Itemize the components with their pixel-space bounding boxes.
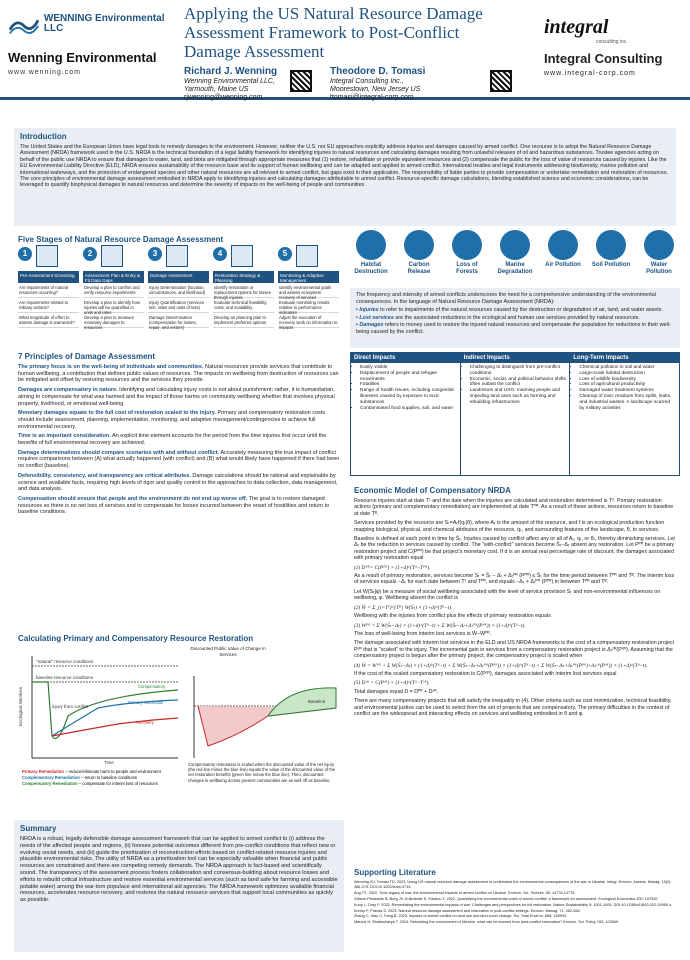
reference-item: Wenning RJ, Tomasi TD. 2023. Using US natural resource damage assessment to understand the environmental consequences of the war in Ukraine. Integr. Environ. Assess. Manag. 19(2): 366-375. DOI:10.1002/ieam.4714. xyxy=(354,880,672,889)
reference-item: Kremp F, Pravda S. 2023. Natural resource damage assessment and restoration in post-conflict settings. Environ. Manag. 71: 452-466. xyxy=(354,908,581,913)
restoration-chart xyxy=(18,646,340,816)
nrda-intro-text: The frequency and intensity of armed conflicts underscores the need for a comprehensive understanding of the environmental consequences. In the language of Natural Resource Damage Assessment (NRDA): xyxy=(356,292,656,305)
recovery-curve xyxy=(52,718,178,736)
injury-label: injury from conflict xyxy=(52,704,89,709)
impacts-column xyxy=(461,353,571,475)
legend-1: Primary Remediation – reduce/eliminate harm to people and environment xyxy=(22,769,161,774)
left-logo-text: WENNING Environmental LLC xyxy=(43,13,165,34)
econ-p1: Resource injuries start at date T¹ and the date when the injuries are calculated and restoration determined is Tᵈ. Primary restoration actions (primary and complementary remediation) are implemented at date Tᴾᴿ. As a result of these actions, resources return to baseline at date Tᴮ. xyxy=(354,498,674,517)
right-chart-caption: Compensatory restoration is scaled when the discounted value of the net injury (the red line minus the blue line) equals the value of the discounted value of the net restoration benefits (green line minus the blue line). Then, discounted changes in wellbeing across present communities are as well off as baseline. xyxy=(188,762,336,783)
reference-item: Zhang C, Xiao C, Fang B. 2023. Impacts of armed conflict on land use and land cover change. Sci. Total Environ. 858: 159993. xyxy=(354,914,568,919)
stage-cell: Are impairments of natural resources occurring? xyxy=(18,283,79,298)
stage-title: Assessment Plan & Entry & Fit Data Gaps xyxy=(83,271,144,283)
introduction-text: The United States and the European Union have legal tools to remedy damages to the environment. However, neither the U.S. nor EU approaches explicitly address injuries and damages caused by armed conflict. One recourse is to adopt the Natural Resource Damage Assessment (NRDA) framework used in the U.S. NRDA is the technical foundation of a legal liability framework for identifying injuries to natural resources and calculating damages resulting from unlawful releases of oil and hazardous substances. Trustee agencies acting on behalf of the public use NRDA to ensure that damages to water, land, and biota are mitigated through appropriate measures that (1) restore, rehabilitate or provide equivalent resources and (2) compensate the public for the loss of value of resources caused by injuries. Like the EU Environmental Liability Directive (ELD), NRDA ensures sustainability of the resource base and its support of human wellbeing and can be adapted and applied to armed conflict. International treaties and legal instruments addressing biodiversity, marine pollution and international waterways, and the protection of endangered species and other natural resources are all relevant to armed conflict, but gaps exist in their application. The responsibility of liable parties to provide compensation or undertake remediation and restoration of resources. The core principles of environmental damage assessment embodied in NRDA apply to identifying injuries and calculating damages attributable to armed conflict. Resource-specific damage calculations, blending established science and economic considerations, can be leveraged to quantify biophysical damages to natural resources and determine the severity of impacts on the well-being of people and communities. xyxy=(20,144,668,189)
wave-logo-icon xyxy=(8,12,40,36)
impact-item xyxy=(350,230,392,276)
impacts-table-grid xyxy=(350,352,680,476)
introduction-section xyxy=(14,128,676,226)
equation-4: (4) W̄ = Wᴾᴿ + Σ W(S̄ₜ−Δₜ) × (1+d)^(Tᵈ−t) + Σ W(S̄ₜ−Δₜ+Δₜᴾᴿ(Pᴾᴿ)) × (1+d)^(Tᵈ−t) + Σ W(S̄ₜ−Δₜ+Δₜᴾᴿ(Pᴾᴿ)+Δₜᶜᴿ(Pᶜᴿ)) × (1+d)^(Tᵈ−t). xyxy=(354,662,648,669)
nrda-definitions xyxy=(350,288,680,348)
econ-p2: Services provided by the resource are Sₜ=Aₜf(qₜ|θ), where Aₜ is the amount of the resource, and f is an ecological production function mapping biological, physical, and chemical attributes of the resource, qₜ, and surrounding features of the landscape, θ, to services. xyxy=(354,520,665,533)
left-org-name: Wenning Environmental xyxy=(8,50,157,65)
impact-label: Marine Degradation xyxy=(497,262,533,275)
right-chart xyxy=(188,646,338,810)
stage-cell: Evaluate technical feasibility, costs, and scalability xyxy=(213,298,274,313)
stage-cell: Damage Determination (compensation for losses, repair, and restore) xyxy=(148,313,209,328)
equation-2: (2) W̄ = Σ_{t=T¹}^{Tᴮ} W(S̄ₜ) × (1+d)^(Tᵈ−t). xyxy=(354,604,453,611)
author-1-aff2: Yarmouth, Maine US xyxy=(184,86,249,93)
impacts-cell: • Displacement of people and refugee movements xyxy=(360,371,457,383)
impacts-cell: • Loss of wildlife biodiversity xyxy=(579,377,676,383)
reference-item: Marcus H, Bhattacharya T. 2024. Rebuilding the environment of Ukraine: what can be learned from post-conflict restoration? Environ. Sci. Policy 153: 103669. xyxy=(354,920,620,925)
impacts-cell: • Easily visible xyxy=(360,365,457,371)
stage-cell: Adjust the execution of recovery work on information to impacts xyxy=(279,315,338,330)
literature-heading: Supporting Literature xyxy=(354,868,436,877)
equation-5: (5) Dᶜᴿ = C(Pᶜᴿ) × (1+d)^(Tᵈ−Tᶜᴿ). xyxy=(354,680,430,687)
stage-cell: Develop a plan to measure monetary damages to resources xyxy=(83,313,144,328)
stage-icon xyxy=(231,245,253,267)
literature-list xyxy=(354,880,676,925)
summary-section xyxy=(14,820,344,952)
impact-label: Air Pollution xyxy=(545,262,581,268)
nrda-bullets xyxy=(356,307,674,335)
stage-number-badge: 2 xyxy=(83,247,97,261)
econ-p6: Wellbeing with the injuries from conflict plus the effects of primary restoration equals xyxy=(354,613,551,620)
econ-p8: The damage associated with interim lost services in the ELD and US NRDA frameworks is the cost of a compensatory restoration project Pᶜᴿ that is "scaled" to the injury. The incremental gain in services from a compensatory restoration project is Δₜᶜᴿ(Pᶜᴿ). Assuming that the compensatory project is begun after the primary project, the compensatory project is scaled when xyxy=(354,640,675,660)
wenning-logo-block xyxy=(8,12,178,76)
stage-number-badge: 1 xyxy=(18,247,32,261)
impacts-cell: • Cleanup of toxic residues from spills, leaks, and industrial wastes. A landscape scarred by military activities xyxy=(579,394,676,411)
stage-title: Monitoring & Adaptive Management xyxy=(278,271,339,283)
stage-cell: Develop a plan to confirm and verify resource impairments xyxy=(83,283,144,298)
stage-icon xyxy=(36,245,58,267)
stage-icon xyxy=(296,245,318,267)
impact-icon xyxy=(644,230,674,260)
stage-column xyxy=(148,247,209,328)
stage-cell: Injury Quantification (services lost, rates and units of loss) xyxy=(148,298,209,313)
impacts-cell: • Fatalities xyxy=(360,382,457,388)
impacts-cell: • Landmines and UXO, maiming people and impeding land uses such as farming and rebuilding infrastructure xyxy=(470,388,567,405)
stage-column xyxy=(18,247,79,328)
impact-item xyxy=(398,230,440,276)
econ-p3: Baseline is defined at each point in time by S̄ₜ. Injuries caused by conflict affect any or all of Aₜ, qₜ, or θₜ, thereby diminishing services. Let Δₜ be the reduction in services caused by conflict. The "with-conflict" services become S̄ₜ−Δₜ absent any restoration. Let Pᴾᴿ be a primary restoration project and C(Pᴾᴿ) be that project's monetary cost. If d is an annual real percentage rate of discount, the damages associated with primary restoration equal xyxy=(354,536,675,562)
impact-icon xyxy=(404,230,434,260)
econ-p11: There are many compensatory projects that will satisfy the inequality in (4). Other criteria such as cost minimization, technical feasibility, and environmental justice can be used to select from the set of projects that are compensatory. The primary difficulties in the context of conflict are the widespread and interacting effects on services and wellbeing embodied in θ and φ. xyxy=(354,698,672,717)
stage-column xyxy=(213,247,274,328)
stage-number-badge: 3 xyxy=(148,247,162,261)
left-org-url[interactable]: www.wenning.com xyxy=(8,69,81,76)
right-org-url[interactable]: www.integral-corp.com xyxy=(544,70,636,77)
principle-item: Damages are compensatory in nature. Identifying and calculating injury costs is not about punishment; rather, it is humanitarian, aiming to compensate for what was harmed and the impact of those harms on community wellbeing whether that involves physical property, livelihood, or emotional well-being. xyxy=(18,387,335,407)
author-2-aff2: Moorestown, New Jersey US xyxy=(330,86,421,93)
stage-cell: Identify environmental goals and assess ecosystem recovery of services xyxy=(278,283,339,298)
integral-logo-sub: consulting inc. xyxy=(596,39,628,45)
impact-item xyxy=(542,230,584,276)
stage-cell: Are impairments related to military actions? xyxy=(18,298,79,313)
author-1 xyxy=(184,66,294,102)
calc-section xyxy=(14,632,344,812)
impacts-cell: • Chemical pollution in soil and water xyxy=(579,365,676,371)
calc-heading: Calculating Primary and Compensatory Resource Restoration xyxy=(18,634,254,643)
author-2-email[interactable]: ttomasi@integral-corp.com xyxy=(330,94,414,101)
integral-logo: integral xyxy=(544,16,609,38)
impact-icon xyxy=(500,230,530,260)
reference-item: Ang TS. 2022. Toxic legacy of war: the environmental impacts of armed conflict on Ukraine. Environ. Sci. Technol. 56: 14776-14778. xyxy=(354,890,576,895)
principles-section xyxy=(14,350,344,600)
poster-title: Applying the US Natural Resource Damage Assessment Framework to Post-Conflict Damage Assessment xyxy=(184,4,483,61)
impact-label: Water Pollution xyxy=(646,262,672,275)
impacts-icons xyxy=(350,230,680,276)
right-chart-title: Discounted Public Value of Change in Services xyxy=(190,646,266,657)
primary-label: Primary restoration xyxy=(128,700,164,705)
impact-label: Carbon Release xyxy=(407,262,431,275)
impacts-column-header: Direct Impacts xyxy=(351,353,460,363)
author-2 xyxy=(330,66,440,102)
natural-label: "natural" resource conditions xyxy=(36,659,94,664)
impacts-cell: • Damaged water treatment systems xyxy=(579,388,676,394)
impact-item xyxy=(590,230,632,276)
principle-item: Time is an important consideration. An explicit time element accounts for the period from the time injuries first occur until the benefits of full environmental recovery are achieved. xyxy=(18,433,327,447)
impacts-cell: • Loss of agricultural productivity xyxy=(579,382,676,388)
stage-cell: Develop a plan to identify how injuries will be quantified in units and rates xyxy=(83,298,144,313)
equation-3: (3) Wᴾᴿ = Σ W(S̄ₜ−Δₜ) × (1+d)^(Tᵈ−t) + Σ W(S̄ₜ−Δₜ+Δₜᴾᴿ(Pᴾᴿ)) × (1+d)^(Tᵈ−t). xyxy=(354,622,526,629)
impacts-cell: • Economic, social, and political behavior shifts often outlast the conflict xyxy=(470,377,567,389)
x-axis-label: Time xyxy=(104,760,114,765)
impact-item xyxy=(446,230,488,276)
author-1-email[interactable]: rjwenning@wenning.com xyxy=(184,94,263,101)
impact-icon xyxy=(548,230,578,260)
econ-heading: Economic Model of Compensatory NRDA xyxy=(354,486,511,495)
nrda-bullet: • Damages refers to money used to restore the injured natural resources and compensate the population for reductions in their well-being caused by the conflict. xyxy=(356,322,671,335)
recovery-label: Recovery xyxy=(136,720,154,725)
summary-heading: Summary xyxy=(20,824,57,833)
impacts-cell: • Contaminated food supplies, soil, and water xyxy=(360,406,457,412)
literature-section xyxy=(350,866,680,954)
stage-cell: What magnitude of effort to assess damage is warranted? xyxy=(18,313,79,328)
stage-title: Restoration Strategy & Planning xyxy=(213,271,274,283)
nrda-bullet: • Lost services are the associated reductions in the ecological and human use services provided by natural resources. xyxy=(356,314,640,321)
nrda-bullet: • Injuries to refer to impairments of the natural resources caused by the destruction or degradation of air, land, and water assets. xyxy=(356,307,663,314)
compensatory-curve xyxy=(32,682,178,739)
econ-p4: As a result of primary restoration, services become Sₜ = S̄ₜ − Δₜ + Δₜᴾᴿ (Pᴾᴿ) ≤ S̄ₜ for the time period between Tᴾᴿ and Tᴮ. The interim loss of services equals −Δₜ for each date between T¹ and Tᴾᴿ, and equals −Δₜ + Δₜᴾᴿ (Pᴾᴿ) in between Tᴾᴿ and Tᴮ. xyxy=(354,573,675,586)
left-chart xyxy=(18,656,178,786)
impacts-column-header: Indirect Impacts xyxy=(461,353,570,363)
econ-p10: Total damages equal D = Dᴾᴿ + Dᶜᴿ. xyxy=(354,688,439,695)
comp-label: Compensatory xyxy=(138,684,166,689)
impact-icon xyxy=(596,230,626,260)
author-2-name: Theodore D. Tomasi xyxy=(330,66,426,77)
legend-2: Complementary Remediation – return to baseline conditions xyxy=(22,775,137,780)
econ-p7: The loss of well-being from interim lost services is W̄−Wᴾᴿ. xyxy=(354,630,492,637)
baseline-label: baseline resource conditions xyxy=(36,675,94,680)
impact-label: Loss of Forests xyxy=(456,262,478,275)
impact-label: Habitat Destruction xyxy=(354,262,388,275)
stage-cell: Injury Determination (location, circumstances, and likelihood) xyxy=(148,283,209,298)
stage-column xyxy=(278,247,339,328)
equation-1: (1) Dᴾᴿ= C(Pᴾᴿ) × (1+d)^(Tᵈ−Tᴾᴿ). xyxy=(354,564,431,571)
y-axis-label: Ecological Services xyxy=(18,686,23,726)
impacts-table xyxy=(350,352,680,476)
impacts-column-header: Long-Term Impacts xyxy=(570,353,679,363)
author-1-aff1: Wenning Environmental LLC, xyxy=(184,78,275,85)
principle-item: Monetary damages equate to the full cost of restoration scaled to the injury. Primary and compensatory restoration costs should include assessment, planning, implementation, monitoring, and adaptive management/contingencies to achieve full environmental recovery. xyxy=(18,410,326,430)
right-org-name: Integral Consulting xyxy=(544,51,663,66)
stage-title: Damage Assessment xyxy=(148,271,209,283)
stage-column xyxy=(83,247,144,328)
impacts-icon-row xyxy=(350,230,680,282)
reference-item: Koop L, Dray F. 2022. Remediating the environmental impacts of war: Challenges and perspectives for full restoration. Nature Sustainability 5: 1001-1009. DOI:10.1038/s41893-022-00950-x. xyxy=(354,902,673,907)
stages-heading: Five Stages of Natural Resource Damage Assessment xyxy=(18,235,224,244)
impact-icon xyxy=(356,230,386,260)
econ-p9: If the cost of the scaled compensatory restoration is C(Pᶜᴿ), damages associated with interim lost services equal xyxy=(354,670,617,677)
stage-cell: Develop an planning plan to implement preferred options xyxy=(213,313,274,328)
qr-code-2 xyxy=(490,70,512,92)
stages-grid xyxy=(18,247,340,328)
impacts-cell: • Large-scale habitat destruction xyxy=(579,371,676,377)
principles-list xyxy=(18,364,340,516)
injury-area xyxy=(198,706,336,746)
impacts-column xyxy=(351,353,461,475)
poster-header xyxy=(0,0,690,100)
impact-icon xyxy=(452,230,482,260)
impact-item xyxy=(494,230,536,276)
stage-icon xyxy=(166,245,188,267)
reference-item: Gibson-Pleasants B, Borg JV, Kulbokaite K, Kibaruu Y. 2022. Quantifying the environmental costs of armed conflict: a framework for assessment. Ecological Economics 200: 107532. xyxy=(354,896,659,901)
stage-title: Pre-Assessment Screening xyxy=(18,271,79,283)
author-2-aff1: Integral Consulting Inc., xyxy=(330,78,404,85)
impacts-cell: • Challenging to distinguish from pre-conflict conditions xyxy=(470,365,567,377)
stage-number-badge: 5 xyxy=(278,247,292,261)
principles-heading: 7 Principles of Damage Assessment xyxy=(18,352,156,361)
right-baseline-label: Baseline xyxy=(308,699,326,704)
impact-label: Soil Pollution xyxy=(591,262,631,268)
principle-item: Defensibility, consistency, and transparency are critical attributes. Damage calculations should be rational and explainable by science and available facts, requiring high levels of rigor and quality control in the approaches to data collection, data management, and data analysis. xyxy=(18,472,338,493)
stage-icon xyxy=(101,245,123,267)
principle-item: The primary focus is on the well-being of individuals and communities. Natural resources provide services that contribute to human wellbeing, a contribution that defines public values of resources. The impacts on wellbeing from destruction of resources can be mitigated and offset by restoring resources and the services they provide. xyxy=(18,364,339,384)
introduction-heading: Introduction xyxy=(20,132,67,141)
impacts-cell: • Range of health issues, including congenital illnesses caused by exposure to toxic substances xyxy=(360,388,457,405)
qr-code-1 xyxy=(290,70,312,92)
stage-number-badge: 4 xyxy=(213,247,227,261)
integral-logo-block xyxy=(544,16,684,77)
legend-3: Compensatory Remediation – compensate for interim loss of resources xyxy=(22,781,158,786)
econ-section xyxy=(350,484,680,864)
econ-p5: Let W(Sₜ|φ) be a measure of social wellbeing associated with the level of service provision Sₜ and non-environmental influences on wellbeing, φ. Wellbeing absent the conflict is xyxy=(354,588,661,602)
benefit-area xyxy=(268,688,336,716)
principle-item: Compensation should ensure that people and the environment do not end up worse off. The goal is to restore damaged resources so there is no net loss of services and to compensate for losses incurred between the onset of hostilities and return to baseline conditions. xyxy=(18,495,330,516)
stage-cell: Identify restoration or replacement options for losses through injuries xyxy=(213,283,274,298)
impacts-column xyxy=(570,353,679,475)
stage-cell: Evaluate monitoring results relative to performance indicators xyxy=(278,298,339,313)
stages-section xyxy=(14,232,344,342)
impact-item xyxy=(638,230,680,276)
principle-item: Damage determinations should compare scenarios with and without conflict. Accurately measuring the true impact of conflict requires comparisons between (A) what actually happened (with conflict) and (B) what would likely have happened if there had been no conflict (baseline). xyxy=(18,449,340,470)
author-1-name: Richard J. Wenning xyxy=(184,66,278,77)
summary-text: NRDA is a robust, legally defensible damage assessment framework that can be applied to armed conflict to (i) address the needs of the affected people and regions, (ii) foresee potential outcomes different from pre-conflict conditions that reflect new or evolving social needs, and (iii) guide the prioritization of reconstruction efforts based on conflict-related resource injuries and plausible environmental risks. The utility of NRDA as a prioritization tool can be especially valuable when financial and public resources are constrained and there are competing remedy demands. The NRDA approach is fact-based and scientifically sound. The transparency of the assessment process fosters collaboration and consensus-building about resource losses and efforts to rebuild critical infrastructure and restore essential environmental services (such as land safe for farming and accessible potable water) among the war-torn populace and international aid agencies. The NRDA framework optimizes available financial resources, accelerates resource recovery, and restores the natural resource services that support local communities as quickly as possible. xyxy=(20,836,338,904)
